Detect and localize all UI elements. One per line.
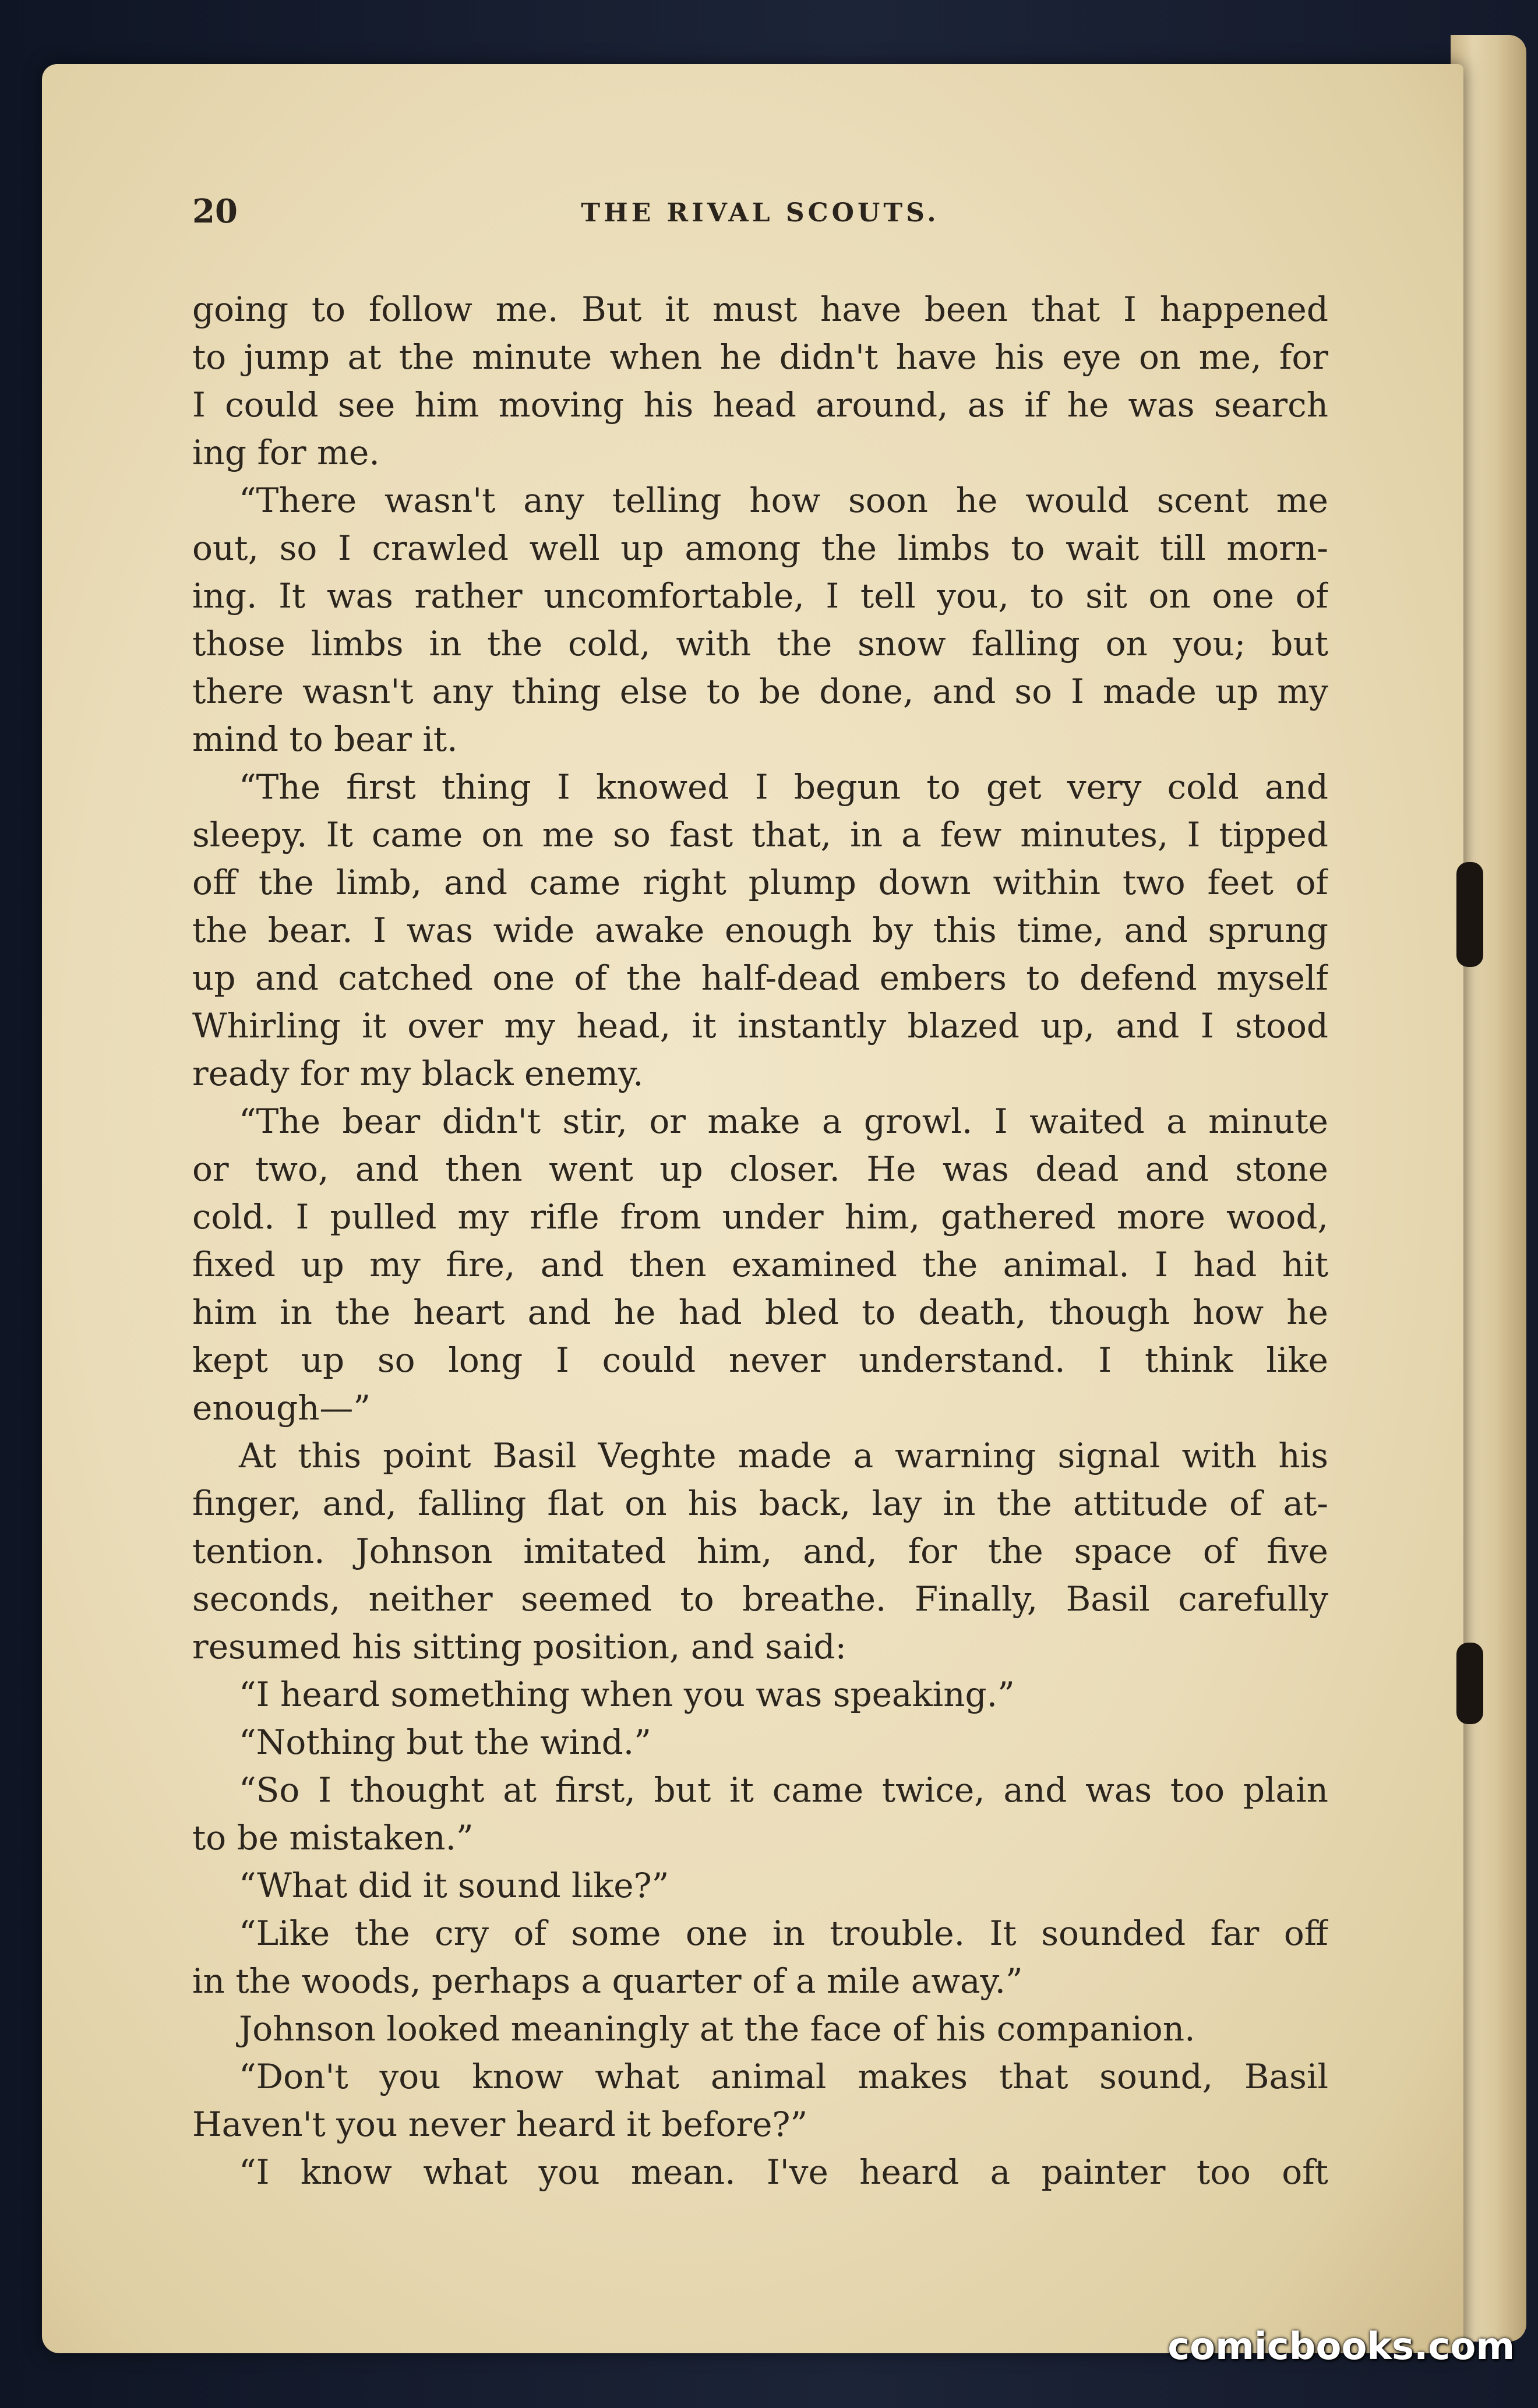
text-line: “Don't you know what animal makes that sound, Basil (239, 2057, 1328, 2096)
text-line: ing. It was rather uncomfortable, I tell you, to sit on one of (192, 576, 1328, 616)
text-line: “So I thought at first, but it came twice, and was too plain (239, 1770, 1328, 1810)
text-line: “I know what you mean. I've heard a painter too oft (239, 2152, 1328, 2192)
text-line: to jump at the minute when he didn't have his eye on me, for (192, 337, 1328, 377)
text-line: ing for me. (192, 433, 380, 472)
text-line: Whirling it over my head, it instantly blazed up, and I stood (192, 1006, 1328, 1046)
text-line: fixed up my fire, and then examined the animal. I had hit (192, 1245, 1328, 1284)
text-line: “What did it sound like?” (239, 1866, 669, 1905)
text-line: those limbs in the cold, with the snow falling on you; but (192, 624, 1328, 663)
text-line: Haven't you never heard it before?” (192, 2105, 808, 2144)
text-line: out, so I crawled well up among the limbs to wait till morn- (192, 528, 1328, 568)
text-line: finger, and, falling flat on his back, lay in the attitude of at- (192, 1484, 1328, 1523)
text-line: or two, and then went up closer. He was dead and stone (192, 1149, 1328, 1189)
text-line: resumed his sitting position, and said: (192, 1627, 846, 1666)
text-line: up and catched one of the half-dead embers to defend myself (192, 958, 1328, 998)
text-line: to be mistaken.” (192, 1818, 474, 1858)
text-line: kept up so long I could never understand. I think like (192, 1340, 1328, 1380)
text-line: mind to bear it. (192, 719, 458, 759)
page-number: 20 (192, 192, 238, 231)
text-line: sleepy. It came on me so fast that, in a few minutes, I tipped (192, 815, 1328, 855)
text-line: off the limb, and came right plump down within two feet of (192, 863, 1328, 902)
text-line: cold. I pulled my rifle from under him, gathered more wood, (192, 1197, 1328, 1237)
text-line: ready for my black enemy. (192, 1054, 644, 1093)
text-line: tention. Johnson imitated him, and, for the space of five (192, 1531, 1328, 1571)
site-watermark: comicbooks.com (1167, 2325, 1515, 2368)
text-line: “Like the cry of some one in trouble. It sounded far off (239, 1913, 1328, 1953)
page-body-text (192, 285, 1328, 2196)
text-line: “The first thing I knowed I begun to get very cold and (239, 767, 1328, 807)
binding-tear-upper (1456, 862, 1483, 967)
text-line: Johnson looked meaningly at the face of his companion. (239, 2009, 1195, 2049)
text-line: him in the heart and he had bled to death, though how he (192, 1293, 1328, 1332)
text-line: enough—” (192, 1388, 371, 1428)
running-head (192, 192, 1328, 245)
running-title: THE RIVAL SCOUTS. (581, 198, 940, 228)
binding-tear-lower (1456, 1643, 1483, 1724)
text-line: At this point Basil Veghte made a warning signal with his (239, 1436, 1328, 1475)
text-line: in the woods, perhaps a quarter of a mile away.” (192, 1961, 1023, 2001)
text-line: “Nothing but the wind.” (239, 1722, 651, 1762)
text-line: there wasn't any thing else to be done, and so I made up my (192, 672, 1328, 711)
text-line: the bear. I was wide awake enough by this time, and sprung (192, 910, 1328, 950)
text-line: “The bear didn't stir, or make a growl. I waited a minute (239, 1101, 1328, 1141)
text-line: seconds, neither seemed to breathe. Finally, Basil carefully (192, 1579, 1328, 1619)
text-line: going to follow me. But it must have been that I happened (192, 289, 1328, 329)
text-line: “There wasn't any telling how soon he would scent me (239, 481, 1328, 520)
text-line: “I heard something when you was speaking.” (239, 1675, 1015, 1714)
text-line: I could see him moving his head around, as if he was search (192, 385, 1328, 425)
